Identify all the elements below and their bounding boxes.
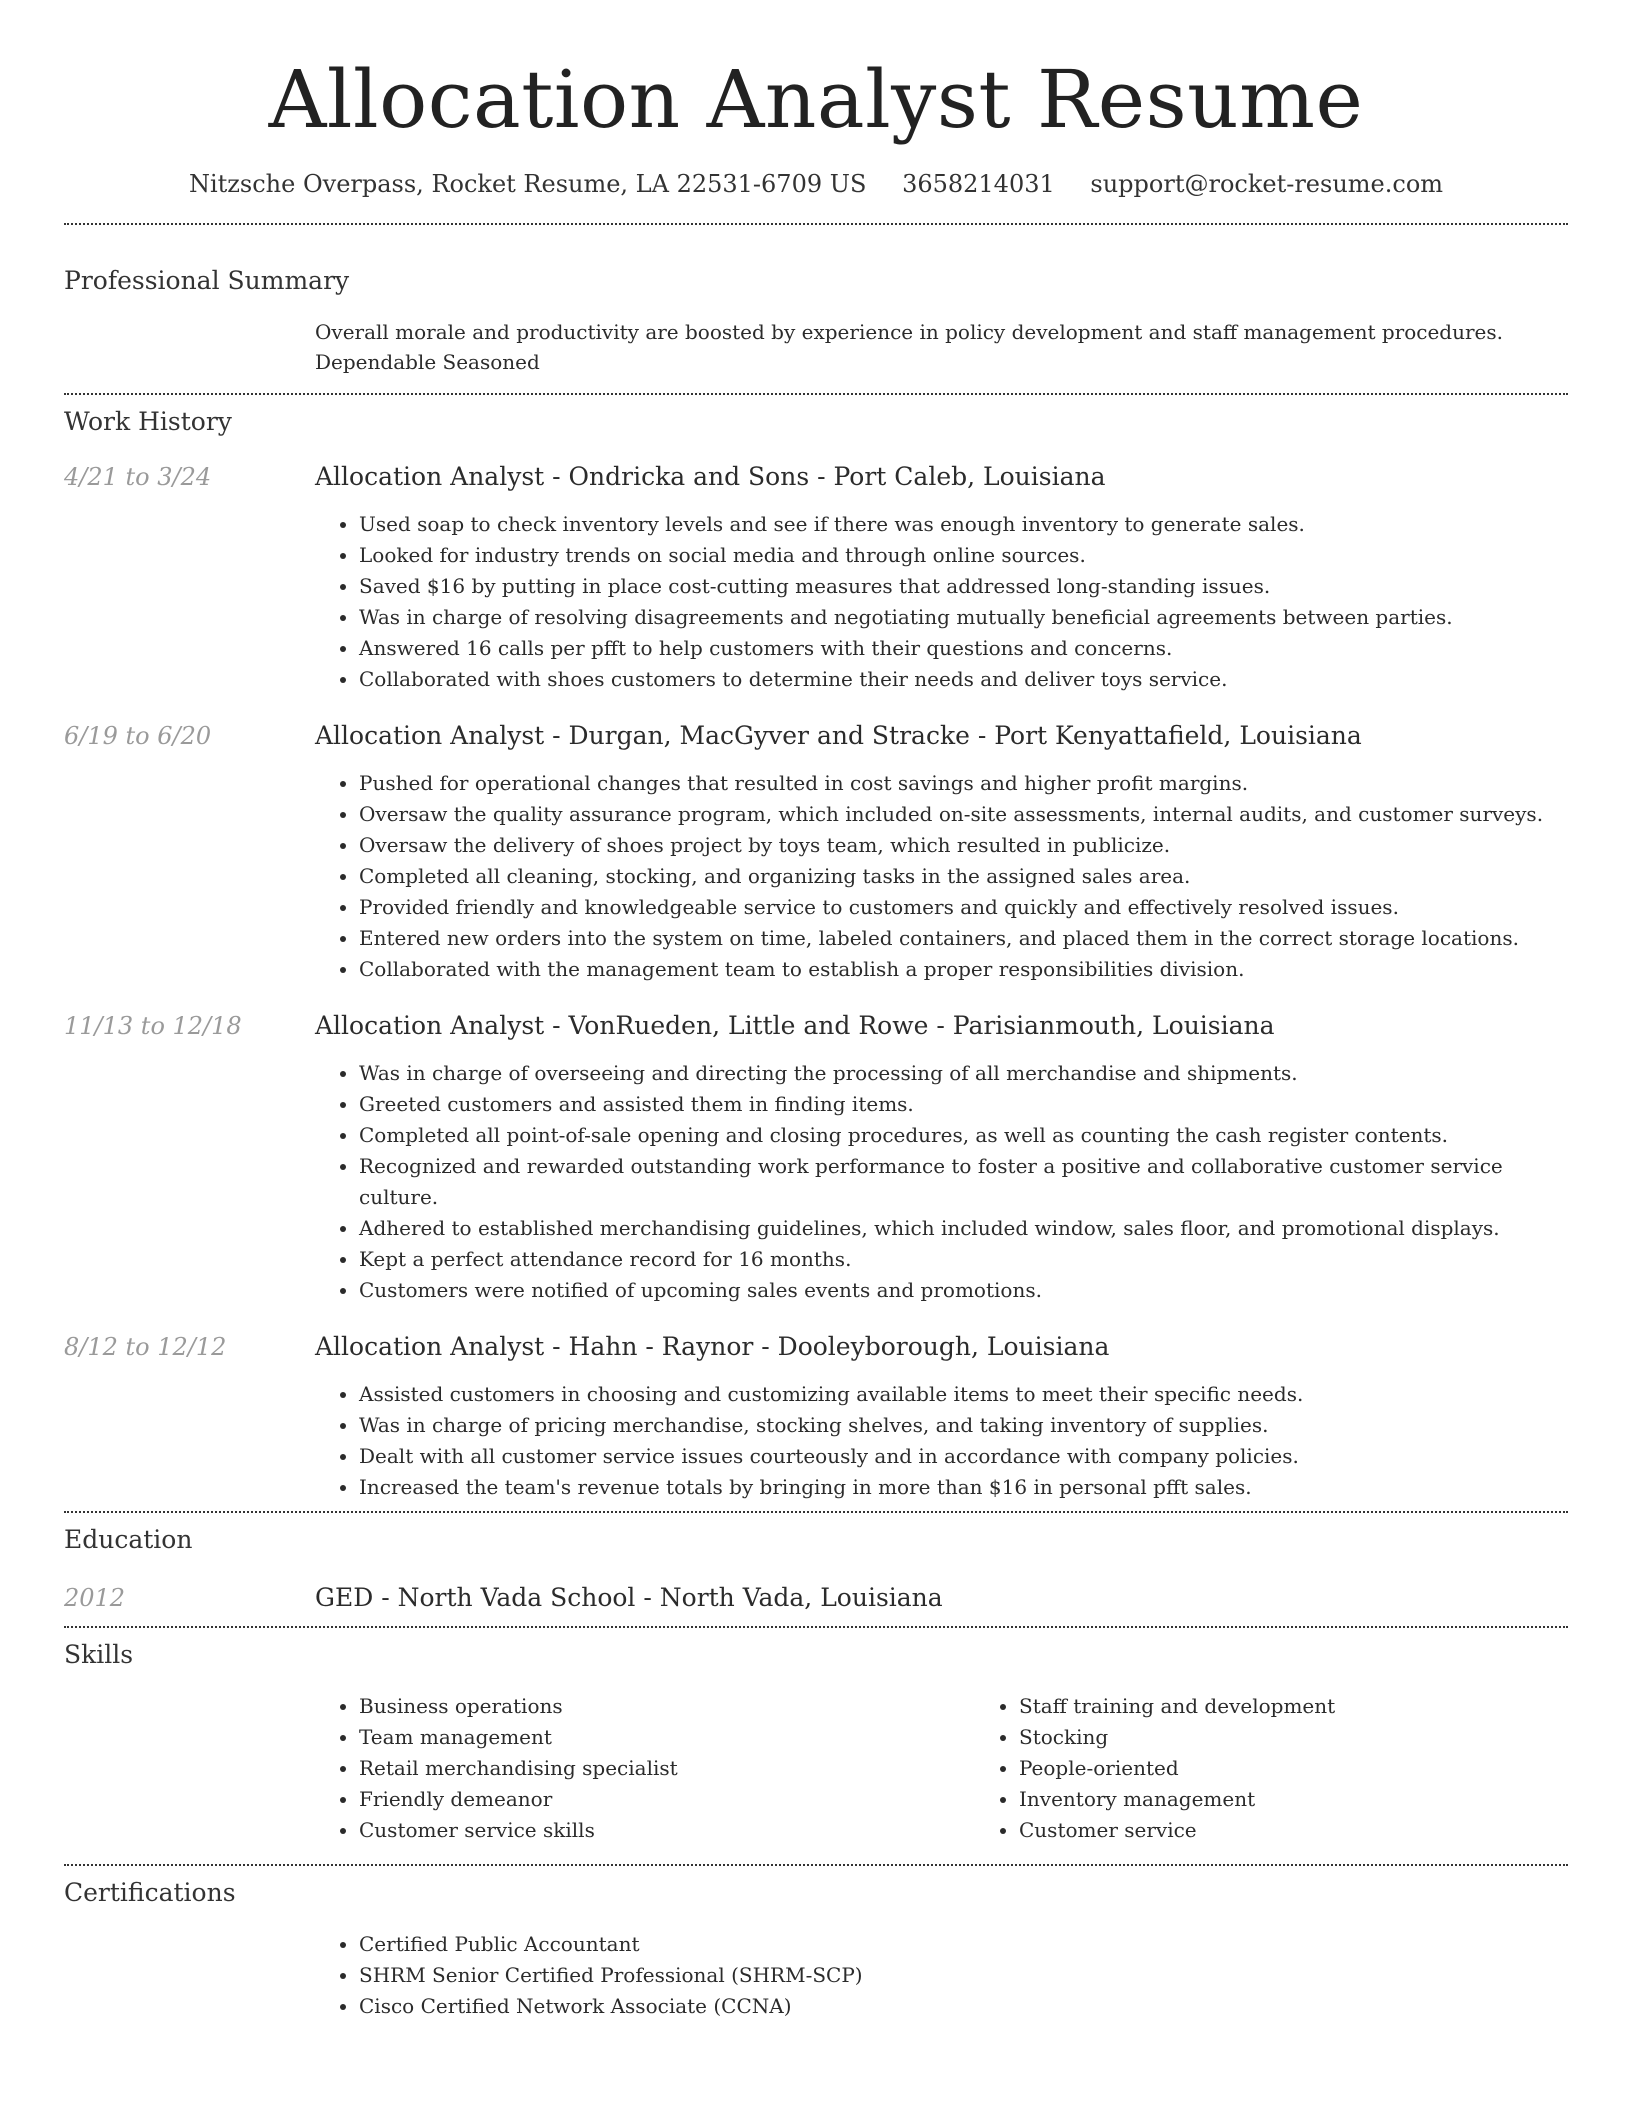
- job-title: Allocation Analyst - Durgan, MacGyver and Stracke - Port Kenyattafield, Louisiana: [315, 721, 1362, 750]
- skills-section: [64, 1628, 1568, 1846]
- education-title: GED - North Vada School - North Vada, Louisiana: [315, 1583, 943, 1612]
- contact-address: Nitzsche Overpass, Rocket Resume, LA 22531-6709 US: [188, 170, 867, 198]
- skill-item: • Customer service: [1019, 1815, 1632, 1846]
- job-bullet: • Looked for industry trends on social media and through online sources.: [359, 540, 1568, 571]
- certification-item: • SHRM Senior Certified Professional (SHRM-SCP): [359, 1960, 1568, 1991]
- jobs-list: [64, 461, 1568, 1503]
- job-dates: 11/13 to 12/18: [64, 1012, 242, 1040]
- job-bullet: • Saved $16 by putting in place cost-cutting measures that addressed long-standing issues.: [359, 571, 1568, 602]
- certification-item: • Cisco Certified Network Associate (CCNA): [359, 1991, 1568, 2022]
- job-entry: [64, 1010, 1568, 1306]
- contact-email: support@rocket-resume.com: [1090, 170, 1444, 198]
- job-bullet: • Dealt with all customer service issues courteously and in accordance with company policies.: [359, 1441, 1568, 1472]
- job-bullet: • Collaborated with the management team to establish a proper responsibilities division.: [359, 954, 1568, 985]
- job-dates: 6/19 to 6/20: [64, 722, 212, 750]
- job-title: Allocation Analyst - VonRueden, Little and Rowe - Parisianmouth, Louisiana: [315, 1011, 1275, 1040]
- section-title-work-history: Work History: [64, 407, 232, 436]
- section-title-skills: Skills: [64, 1640, 134, 1669]
- skills-list-right: [975, 1691, 1632, 1846]
- summary-section: [64, 225, 1568, 377]
- job-bullets: [315, 509, 1568, 695]
- job-bullet: • Assisted customers in choosing and customizing available items to meet their specific needs.: [359, 1379, 1568, 1410]
- job-dates: 8/12 to 12/12: [64, 1333, 227, 1361]
- job-bullet: • Completed all cleaning, stocking, and organizing tasks in the assigned sales area.: [359, 861, 1568, 892]
- job-bullet: • Kept a perfect attendance record for 16 months.: [359, 1244, 1568, 1275]
- education-section: [64, 1513, 1568, 1614]
- certification-item: • Certified Public Accountant: [359, 1929, 1568, 1960]
- skill-item: • Retail merchandising specialist: [359, 1753, 975, 1784]
- job-bullet: • Was in charge of resolving disagreements and negotiating mutually beneficial agreements between parties.: [359, 602, 1568, 633]
- job-bullets: [315, 1058, 1568, 1306]
- skill-item: • Business operations: [359, 1691, 975, 1722]
- skill-item: • Inventory management: [1019, 1784, 1632, 1815]
- resume-title: Allocation Analyst Resume: [268, 53, 1364, 146]
- job-title: Allocation Analyst - Ondricka and Sons - Port Caleb, Louisiana: [315, 462, 1106, 491]
- job-entry: [64, 1331, 1568, 1503]
- job-bullet: • Collaborated with shoes customers to determine their needs and deliver toys service.: [359, 664, 1568, 695]
- contact-phone: 3658214031: [902, 170, 1055, 198]
- contact-line: [64, 168, 1568, 200]
- job-bullet: • Was in charge of overseeing and directing the processing of all merchandise and shipments.: [359, 1058, 1568, 1089]
- job-bullet: • Recognized and rewarded outstanding work performance to foster a positive and collaborative customer service culture.: [359, 1151, 1568, 1213]
- job-bullet: • Provided friendly and knowledgeable service to customers and quickly and effectively resolved issues.: [359, 892, 1568, 923]
- skill-item: • People-oriented: [1019, 1753, 1632, 1784]
- job-bullet: • Greeted customers and assisted them in finding items.: [359, 1089, 1568, 1120]
- resume-header: [64, 0, 1568, 200]
- certifications-section: [64, 1866, 1568, 2022]
- job-bullet: • Oversaw the delivery of shoes project by toys team, which resulted in publicize.: [359, 830, 1568, 861]
- job-bullet: • Entered new orders into the system on time, labeled containers, and placed them in the correct storage locations.: [359, 923, 1568, 954]
- job-title: Allocation Analyst - Hahn - Raynor - Dooleyborough, Louisiana: [315, 1332, 1110, 1361]
- skills-list-left: [315, 1691, 975, 1846]
- job-bullets: [315, 1379, 1568, 1503]
- job-entry: [64, 461, 1568, 695]
- skill-item: • Customer service skills: [359, 1815, 975, 1846]
- skill-item: • Team management: [359, 1722, 975, 1753]
- job-dates: 4/21 to 3/24: [64, 463, 212, 491]
- section-title-education: Education: [64, 1525, 193, 1554]
- education-date: 2012: [64, 1584, 126, 1612]
- section-title-summary: Professional Summary: [64, 266, 350, 295]
- job-bullet: • Used soap to check inventory levels and see if there was enough inventory to generate sales.: [359, 509, 1568, 540]
- certifications-list: [315, 1929, 1568, 2022]
- job-bullet: • Completed all point-of-sale opening and closing procedures, as well as counting the cash register contents.: [359, 1120, 1568, 1151]
- skill-item: • Stocking: [1019, 1722, 1632, 1753]
- summary-text: Overall morale and productivity are boosted by experience in policy development and staff management procedures. Dependable Seasoned: [315, 320, 1503, 374]
- education-entry: [64, 1582, 1568, 1614]
- skill-item: • Friendly demeanor: [359, 1784, 975, 1815]
- job-bullets: [315, 768, 1568, 985]
- job-bullet: • Customers were notified of upcoming sales events and promotions.: [359, 1275, 1568, 1306]
- work-history-section: [64, 395, 1568, 1503]
- job-bullet: • Pushed for operational changes that resulted in cost savings and higher profit margins.: [359, 768, 1568, 799]
- job-bullet: • Was in charge of pricing merchandise, stocking shelves, and taking inventory of supplies.: [359, 1410, 1568, 1441]
- job-bullet: • Oversaw the quality assurance program, which included on-site assessments, internal audits, and customer surveys.: [359, 799, 1568, 830]
- skill-item: • Staff training and development: [1019, 1691, 1632, 1722]
- job-bullet: • Increased the team's revenue totals by bringing in more than $16 in personal pfft sales.: [359, 1472, 1568, 1503]
- job-bullet: • Answered 16 calls per pfft to help customers with their questions and concerns.: [359, 633, 1568, 664]
- job-bullet: • Adhered to established merchandising guidelines, which included window, sales floor, and promotional displays.: [359, 1213, 1568, 1244]
- section-title-certifications: Certifications: [64, 1878, 236, 1907]
- job-entry: [64, 720, 1568, 985]
